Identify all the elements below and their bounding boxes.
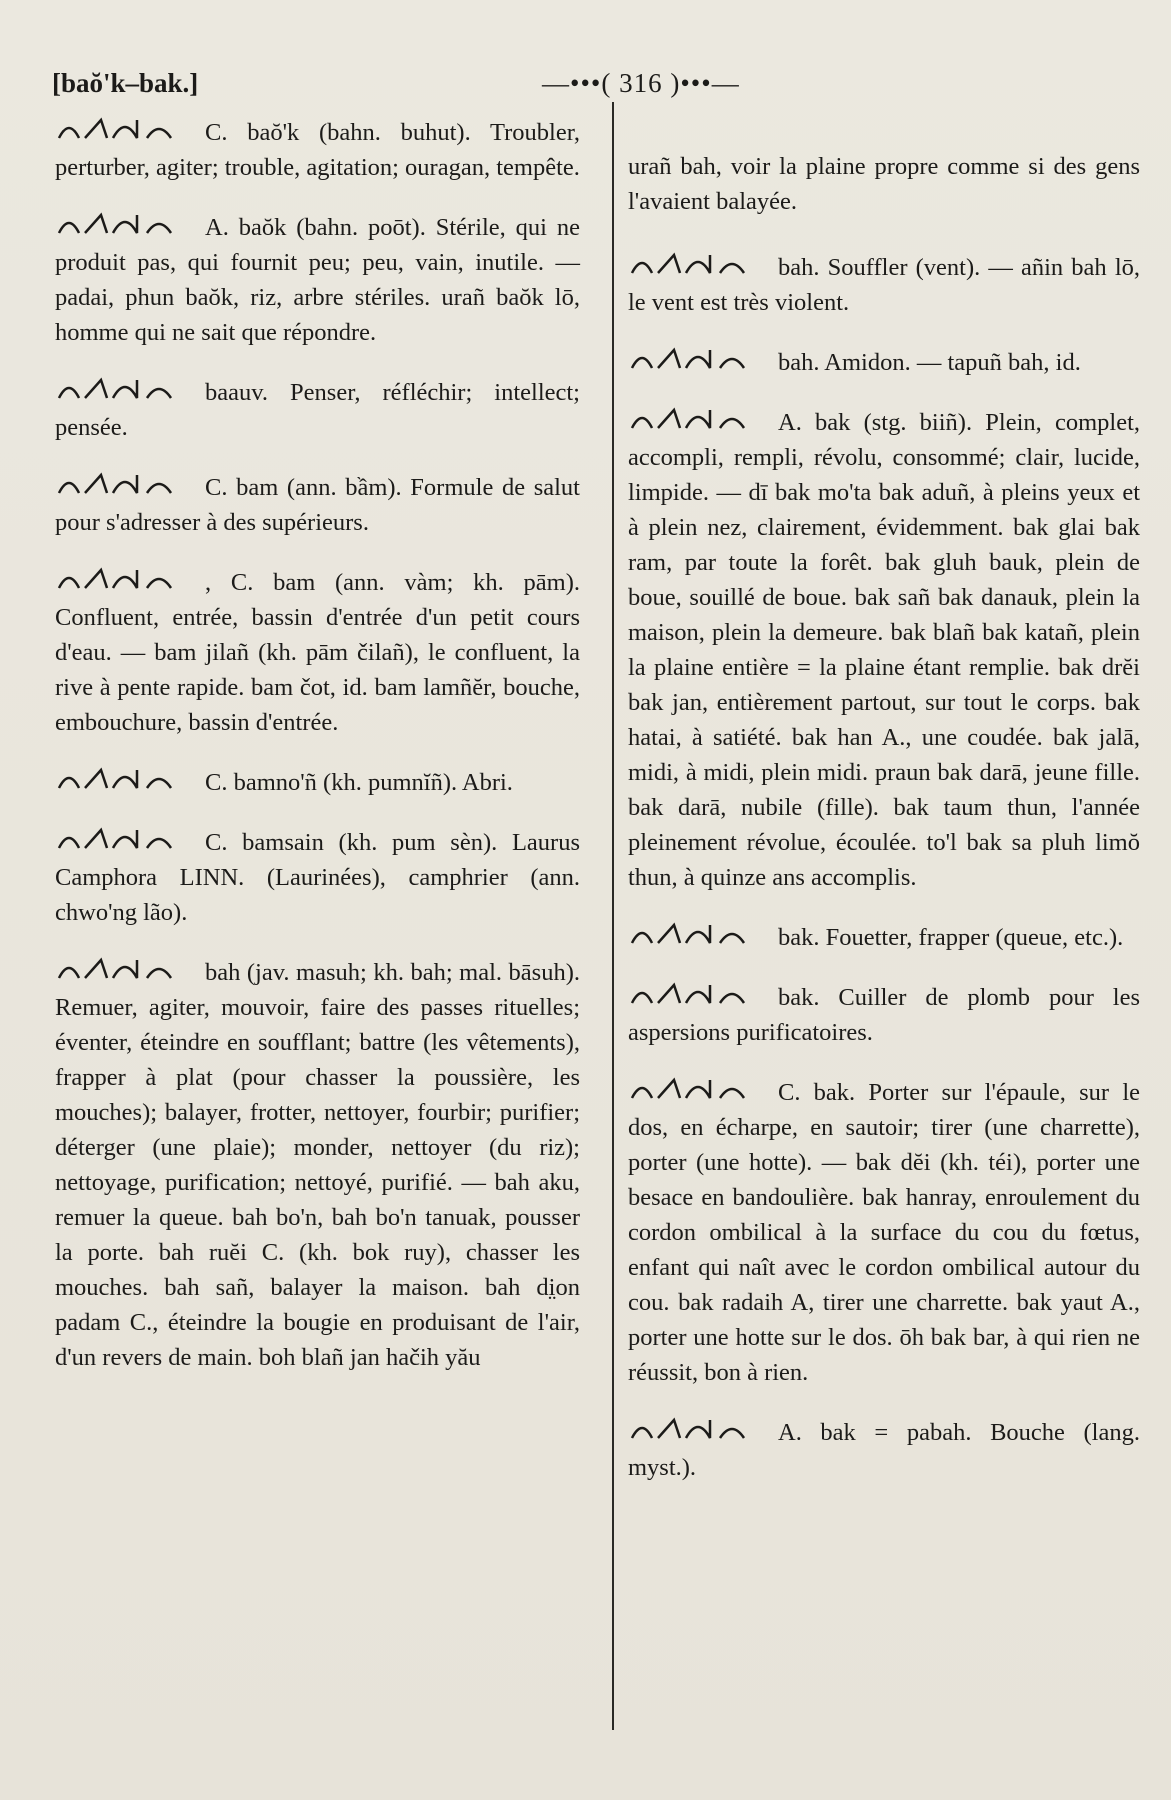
cham-script-icon (55, 112, 195, 144)
entry-text: C. bamsain (kh. pum sèn). Laurus Camphora LINN. (Laurinées), camphrier (ann. chwo'ng lão). (55, 829, 580, 926)
cham-script-icon (628, 977, 768, 1009)
cham-script-icon (55, 562, 195, 594)
dictionary-entry (55, 822, 580, 930)
dictionary-entry (55, 372, 580, 445)
cham-script-icon (55, 822, 195, 854)
cham-script-icon (628, 402, 768, 434)
dictionary-entry (628, 342, 1140, 380)
entry-text: bah. Amidon. — tapuñ bah, id. (778, 348, 1081, 376)
dictionary-entry (628, 402, 1140, 895)
entry-text: A. baŏk (bahn. poōt). Stérile, qui ne produit pas, qui fournit peu; peu, vain, inutile. — padai, phun baŏk, riz, arbre stériles. urañ baŏk lō, homme qui ne sait que répondre. (55, 214, 580, 346)
cham-script-icon (628, 342, 768, 374)
right-column (628, 124, 1140, 1507)
entry-text: A. bak (stg. biiñ). Plein, complet, accompli, rempli, révolu, consommé; clair, lucide, limpide. — dī bak mo'ta bak aduñ, à pleins yeux et à plein nez, clairement, évidemment. bak glai bak ram, par toute la forêt. bak gluh bauk, plein de boue, souillé de boue. bak sañ bak danauk, plein la maison, plein la demeure. bak blañ bak katañ, plein la plaine entière = la plaine étant remplie. bak drĕi bak jan, entièrement partout, sur tout le corps. bak hatai, à satiété. bak han A., une coudée. bak jalā, midi, à midi, plein midi. praun bak darā, jeune fille. bak darā, nubile (fille). bak taum thun, l'année pleinement révolue, écoulée. to'l bak sa pluh limŏ thun, à quinze ans accomplis. (628, 408, 1140, 891)
dictionary-entry (55, 112, 580, 185)
dictionary-entry (628, 1072, 1140, 1390)
entry-text: bah (jav. masuh; kh. bah; mal. bāsuh). Remuer, agiter, mouvoir, faire des passes rituelles; éventer, éteindre en soufflant; battre (les vêtements), frapper à plat (pour chasser la poussière, les mouches); balayer, frotter, nettoyer, fourbir; purifier; déterger (une plaie); monder, nettoyer (du riz); nettoyage, purification; nettoyé, purifié. — bah aku, remuer la queue. bah bo'n, bah bo'n tanuak, pousser la porte. bah ruĕi C. (kh. bok ruy), chasser les mouches. bah sañ, balayer la maison. bah di̤on padam C., éteindre la bougie en produisant de l'air, d'un revers de main. boh blañ jan hačih yău (55, 959, 580, 1371)
dictionary-entry (628, 247, 1140, 320)
cham-script-icon (628, 247, 768, 279)
entry-text: A. bak = pabah. Bouche (lang. myst.). (628, 1418, 1140, 1481)
page-number: —•••( 316 )•••— (542, 68, 740, 98)
cham-script-icon (628, 1072, 768, 1104)
dictionary-entry (628, 917, 1140, 955)
entry-text: C. bam (ann. bầm). Formule de salut pour s'adresser à des supérieurs. (55, 474, 580, 536)
cham-script-icon (628, 1412, 768, 1444)
dictionary-entry (55, 467, 580, 540)
dictionary-entry (628, 1412, 1140, 1485)
dictionary-entry (55, 762, 580, 800)
column-divider (612, 102, 614, 1730)
dictionary-entry (628, 977, 1140, 1050)
dictionary-entry (55, 207, 580, 350)
dictionary-entry (55, 562, 580, 740)
cham-script-icon (55, 207, 195, 239)
dictionary-entry (55, 952, 580, 1375)
cham-script-icon (55, 952, 195, 984)
entry-text: bah. Souffler (vent). — añin bah lō, le vent est très violent. (628, 253, 1140, 316)
entry-text: baauv. Penser, réfléchir; intellect; pensée. (55, 379, 580, 441)
cham-script-icon (55, 762, 195, 794)
cham-script-icon (55, 372, 195, 404)
entry-text: C. bamno'ñ (kh. pumnĭñ). Abri. (205, 769, 513, 796)
cham-script-icon (55, 467, 195, 499)
left-column (55, 112, 580, 1397)
entry-text: bak. Fouetter, frapper (queue, etc.). (778, 923, 1124, 951)
cham-script-icon (628, 917, 768, 949)
entry-text: bak. Cuiller de plomb pour les aspersions purificatoires. (628, 983, 1140, 1046)
continued-entry-text: urañ bah, voir la plaine propre comme si des gens l'avaient balayée. (628, 152, 1140, 215)
page-header (52, 66, 1119, 106)
guide-word: [baŏ'k–bak.] (52, 68, 199, 98)
entry-text: , C. bam (ann. vàm; kh. pām). Confluent, entrée, bassin d'entrée d'un petit cours d'eau. — bam jilañ (kh. pām čilañ), le confluent, la rive à pente rapide. bam čot, id. bam lamñĕr, bouche, embouchure, bassin d'entrée. (55, 569, 580, 736)
entry-text: C. bak. Porter sur l'épaule, sur le dos, en écharpe, en sautoir; tirer (une charrette), porter (une hotte). — bak dĕi (kh. téi), porter une besace en bandoulière. bak hanray, enroulement du cordon ombilical à la surface du cou du fœtus, enfant qui naît avec le cordon ombilical autour du cou. bak radaih A, tirer une charrette. bak yaut A., porter une hotte sur le dos. ōh bak bar, à qui rien ne réussit, bon à rien. (628, 1078, 1140, 1386)
entry-text: C. baŏ'k (bahn. buhut). Troubler, perturber, agiter; trouble, agitation; ouragan, tempête. (55, 119, 580, 181)
